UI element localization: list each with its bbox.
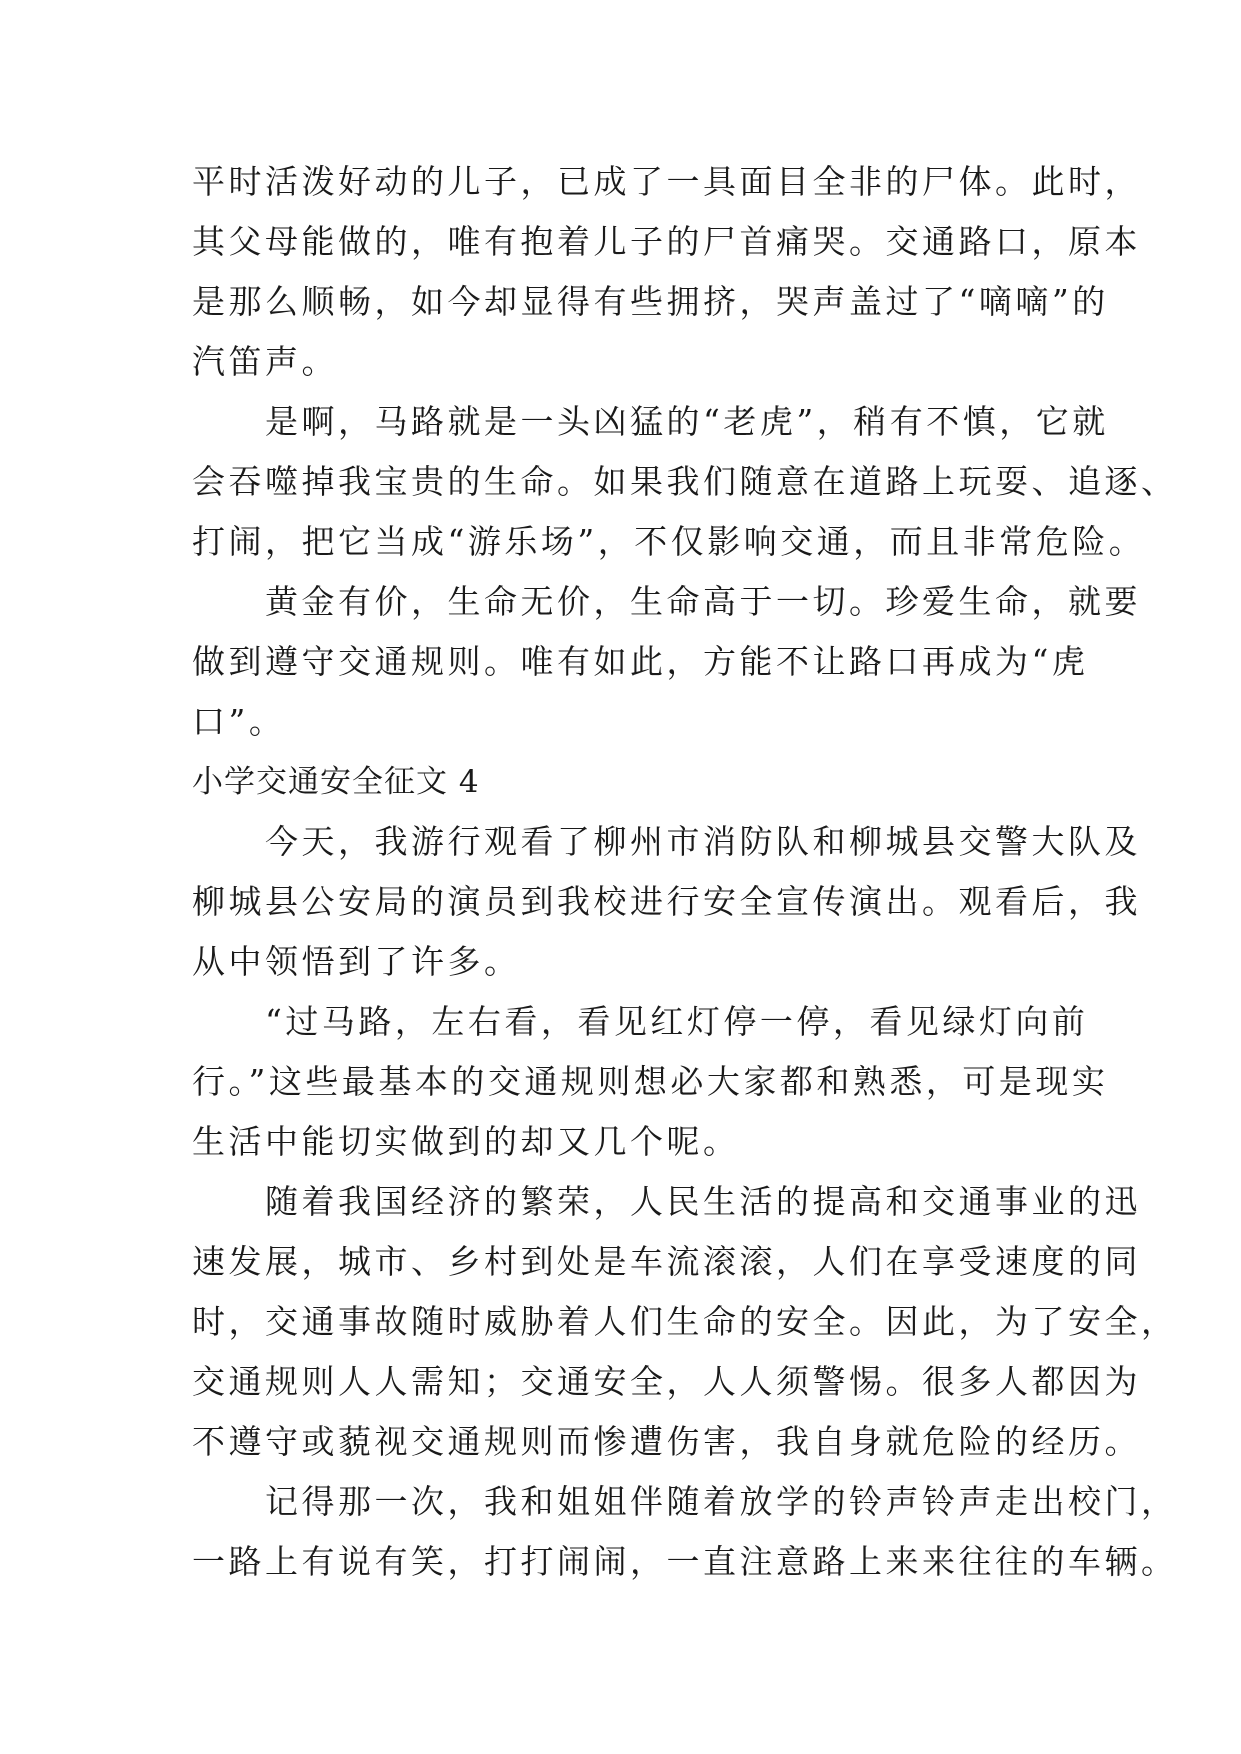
text-line: 记得那一次，我和姐姐伴随着放学的铃声铃声走出校门， [192, 1482, 1178, 1521]
text-line: 行。”这些最基本的交通规则想必大家都和熟悉，可是现实 [192, 1062, 1109, 1101]
text-line: 从中领悟到了许多。 [192, 942, 521, 981]
text-line: 打闹，把它当成“游乐场”，不仅影响交通，而且非常危险。 [192, 522, 1146, 561]
text-line: 做到遵守交通规则。唯有如此，方能不让路口再成为“虎 [192, 642, 1089, 681]
text-line: 柳城县公安局的演员到我校进行安全宣传演出。观看后，我 [192, 882, 1141, 921]
text-line: 是啊，马路就是一头凶猛的“老虎”，稍有不慎，它就 [192, 402, 1109, 441]
text-line: 不遵守或藐视交通规则而惨遭伤害，我自身就危险的经历。 [192, 1422, 1141, 1461]
text-line: 一路上有说有笑，打打闹闹，一直注意路上来来往往的车辆。 [192, 1542, 1178, 1581]
text-line: 汽笛声。 [192, 342, 338, 381]
text-line: 今天，我游行观看了柳州市消防队和柳城县交警大队及 [192, 822, 1141, 861]
section-heading: 小学交通安全征文 4 [192, 764, 480, 800]
text-line: 其父母能做的，唯有抱着儿子的尸首痛哭。交通路口，原本 [192, 222, 1141, 261]
text-line: 平时活泼好动的儿子，已成了一具面目全非的尸体。此时， [192, 162, 1141, 201]
text-line: 生活中能切实做到的却又几个呢。 [192, 1122, 740, 1161]
text-line: 交通规则人人需知；交通安全，人人须警惕。很多人都因为 [192, 1362, 1141, 1401]
text-line: 黄金有价，生命无价，生命高于一切。珍爱生命，就要 [192, 582, 1141, 621]
text-line: 会吞噬掉我宝贵的生命。如果我们随意在道路上玩耍、追逐、 [192, 462, 1178, 501]
text-line: 随着我国经济的繁荣，人民生活的提高和交通事业的迅 [192, 1182, 1141, 1221]
text-line: 时，交通事故随时威胁着人们生命的安全。因此，为了安全， [192, 1302, 1178, 1341]
text-line: 速发展，城市、乡村到处是车流滚滚，人们在享受速度的同 [192, 1242, 1141, 1281]
text-line: 是那么顺畅，如今却显得有些拥挤，哭声盖过了“嘀嘀”的 [192, 282, 1109, 321]
text-line: 口”。 [192, 702, 286, 741]
text-line: “过马路，左右看，看见红灯停一停，看见绿灯向前 [192, 1002, 1089, 1041]
